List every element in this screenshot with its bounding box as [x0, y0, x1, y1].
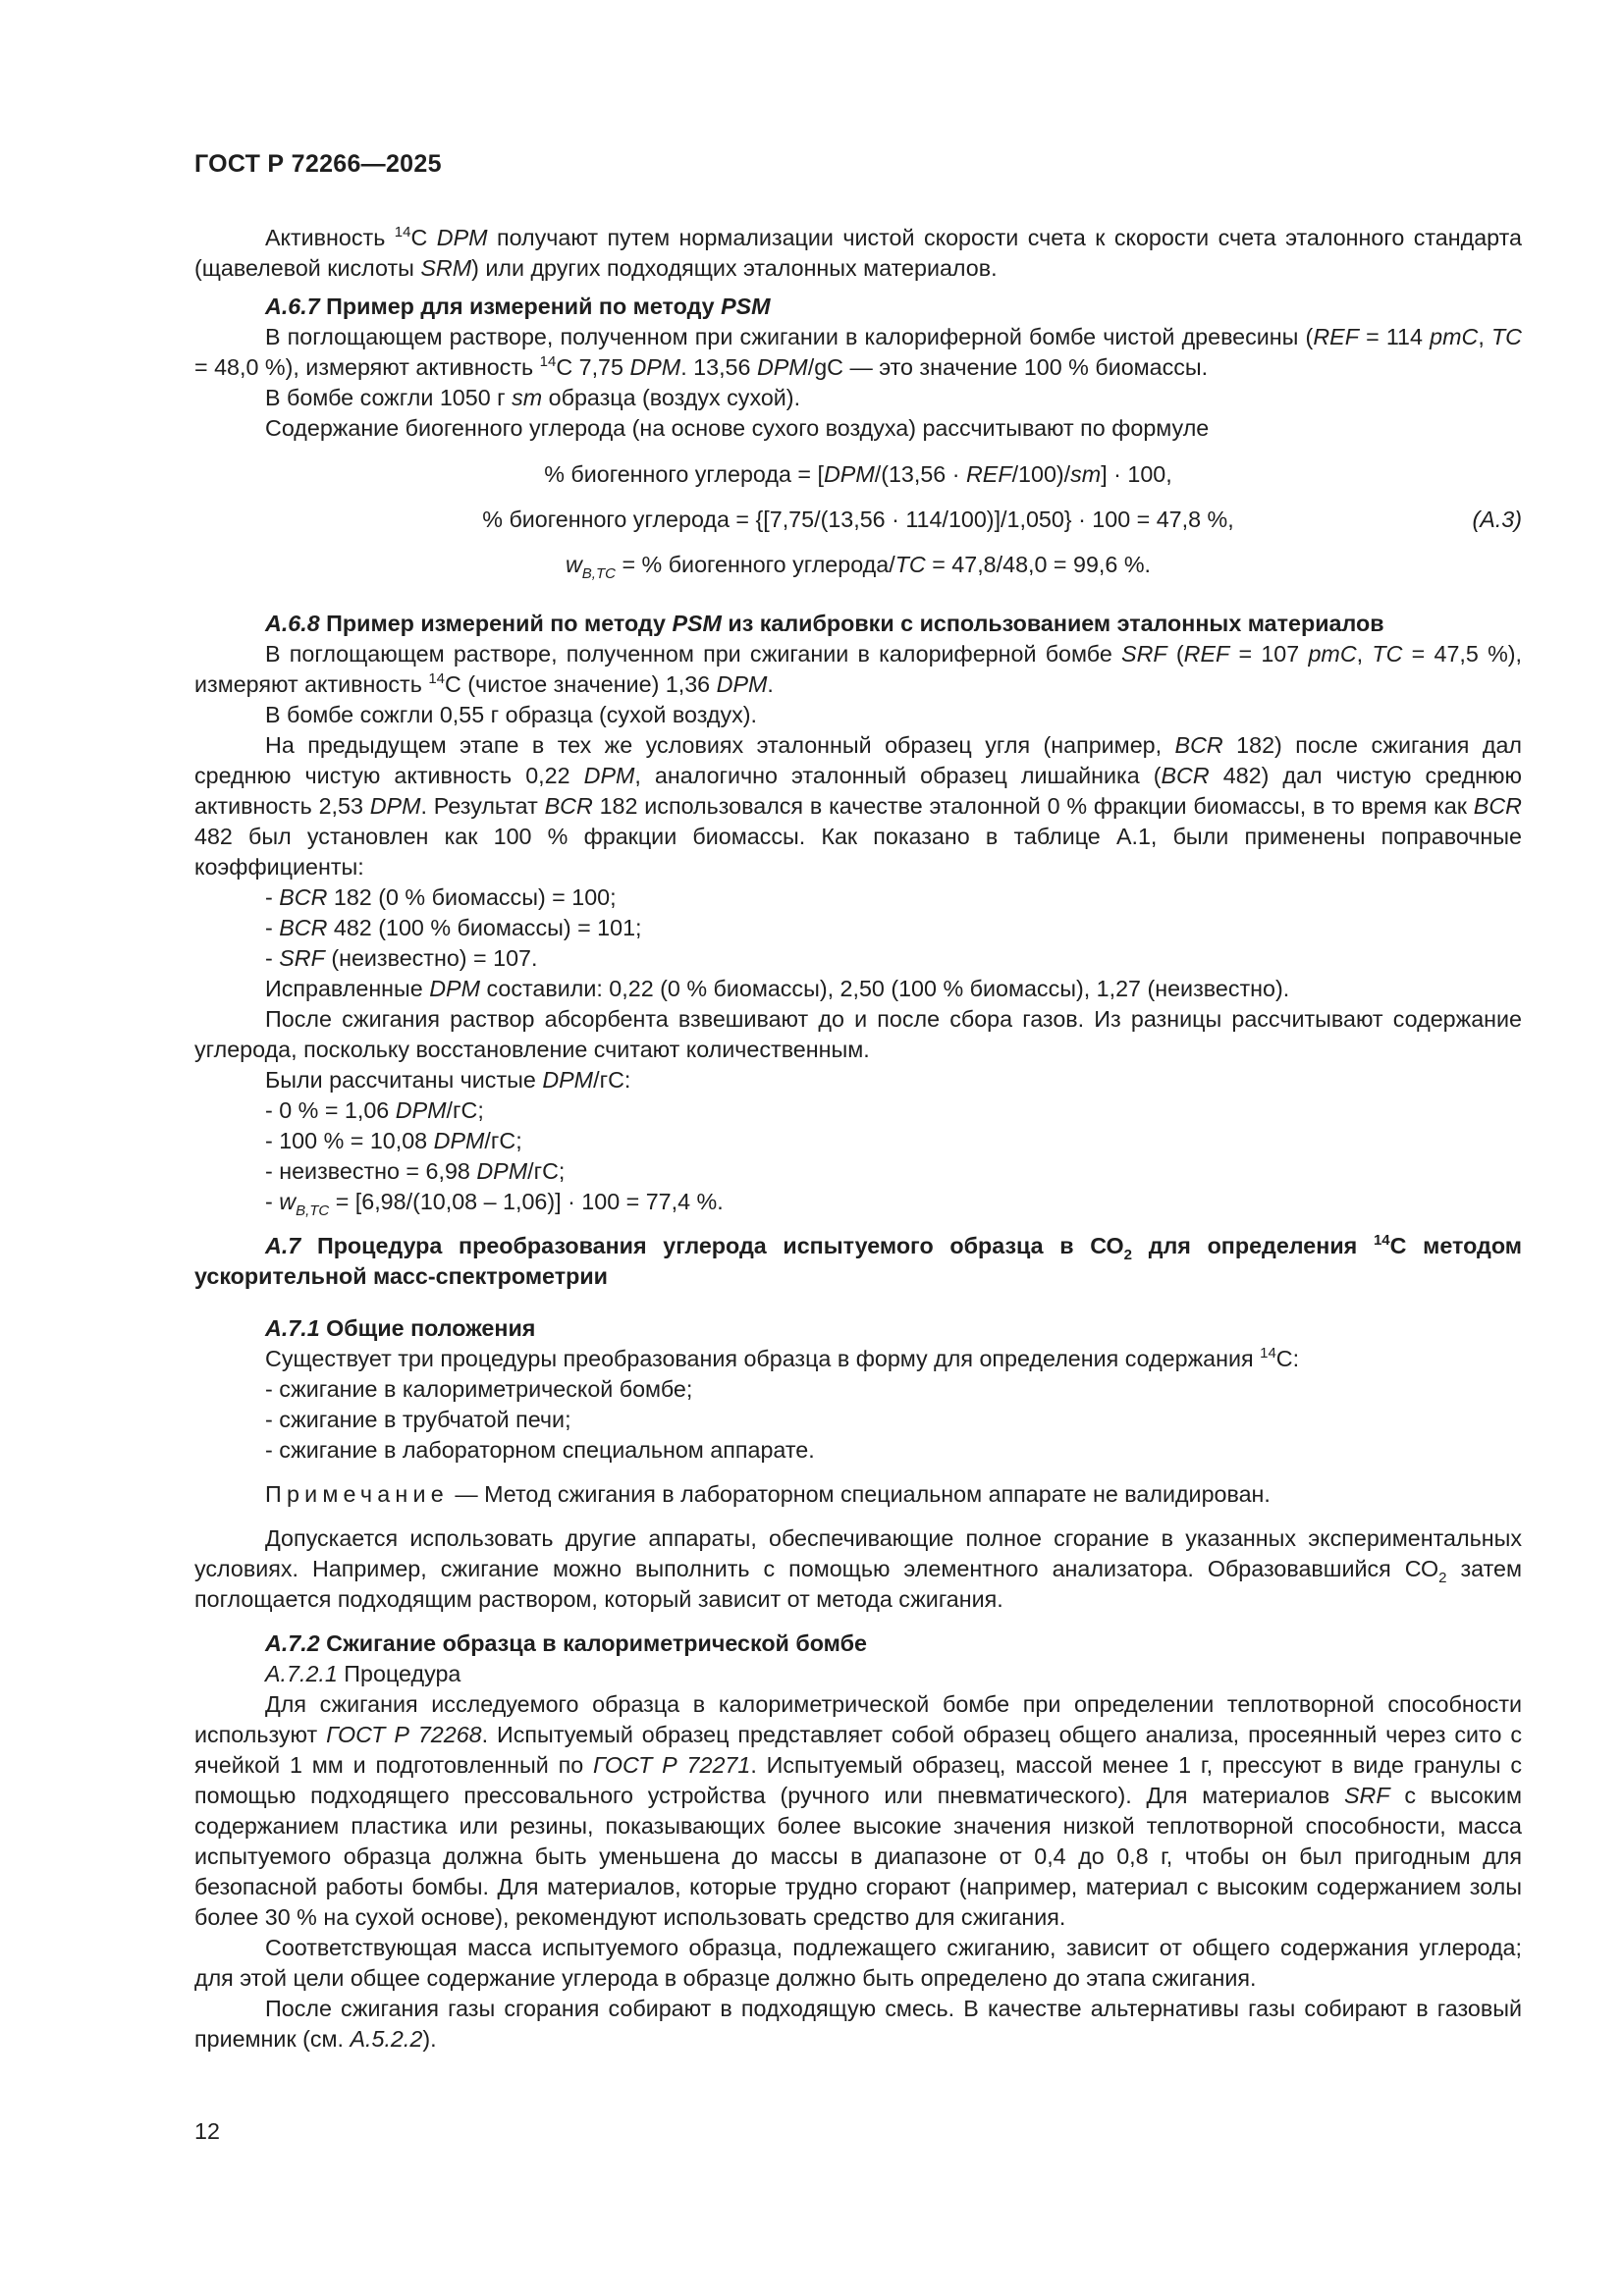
list-item: - BCR 482 (100 % биомассы) = 101;: [265, 915, 642, 940]
page-body: [194, 223, 1522, 2055]
subsection-heading-a721: А.7.2.1 Процедура: [265, 1661, 461, 1686]
list-item: - сжигание в калориметрической бомбе;: [265, 1376, 693, 1402]
paragraph: Активность $^{14}$С DPM получают путем нормализации чистой скорости счета к скорости счета эталонного стандарта (щавелевой кислоты SRM) или других подходящих эталонных материалов.: [194, 224, 1522, 281]
list-item: - неизвестно = 6,98 DPM/гС;: [265, 1158, 566, 1184]
list-item: - SRF (неизвестно) = 107.: [265, 945, 538, 971]
paragraph: После сжигания раствор абсорбента взвешивают до и после сбора газов. Из разницы рассчитывают содержание углерода, поскольку восстановление считают количественным.: [194, 1006, 1522, 1062]
section-heading-a67: А.6.7 Пример для измерений по методу PSM: [265, 294, 771, 319]
list-item: - $w_{B,TC} = [6,98/(10,08 - 1,06)] \cdot 100 = 77,4$ %.: [265, 1189, 724, 1219]
section-heading-a72: А.7.2 Сжигание образца в калориметрической бомбе: [265, 1630, 867, 1656]
section-heading-a71: А.7.1 Общие положения: [265, 1315, 536, 1341]
paragraph: Были рассчитаны чистые DPM/гС:: [265, 1067, 631, 1093]
formula-2: % биогенного углерода = {[7,75/(13,56 · 114/100)]/1,050} · 100 = 47,8 %, (А.3): [194, 497, 1522, 542]
paragraph: В поглощающем растворе, полученном при сжигании в калориферной бомбе SRF (REF = 107 pmC, TC = 47,5 %), измеряют активность $^{14}$С (чистое значение) 1,36 DPM.: [194, 641, 1523, 697]
formula-3: $w_{B,TC}$ = % биогенного углерода/TC = 47,8/48,0 = 99,6 %.: [565, 552, 1152, 582]
paragraph: Соответствующая масса испытуемого образца, подлежащего сжиганию, зависит от общего содержания углерода; для этой цели общее содержание углерода в образце должно быть определено до этапа сжигания.: [194, 1935, 1522, 1991]
section-heading-a7: А.7 Процедура преобразования углерода испытуемого образца в $СО_2$ для определения $^{14}$С методом ускорительной масс-спектрометрии: [194, 1232, 1522, 1289]
paragraph: Исправленные DPM составили: 0,22 (0 % биомассы), 2,50 (100 % биомассы), 1,27 (неизвестно).: [265, 976, 1290, 1001]
paragraph: Существует три процедуры преобразования образца в форму для определения содержания $^{14}$С:: [265, 1345, 1300, 1371]
list-item: - 100 % = 10,08 DPM/гС;: [265, 1128, 522, 1153]
paragraph: На предыдущем этапе в тех же условиях эталонный образец угля (например, BCR 182) после сжигания дал среднюю чистую активность 0,22 DPM, аналогично эталонный образец лишайника (BCR 482) дал чистую среднюю активность 2,53 DPM. Результат BCR 182 использовался в качестве эталонной 0 % фракции биомассы, в то время как BCR 482 был установлен как 100 % фракции биомассы. Как показано в таблице А.1, были применены поправочные коэффициенты:: [194, 732, 1522, 880]
paragraph: После сжигания газы сгорания собирают в подходящую смесь. В качестве альтернативы газы собирают в газовый приемник (см. А.5.2.2).: [194, 1996, 1522, 2052]
document-header: ГОСТ Р 72266—2025: [194, 150, 442, 178]
list-item: - сжигание в трубчатой печи;: [265, 1407, 571, 1432]
note: [194, 1479, 1522, 1510]
page-number: 12: [194, 2118, 220, 2144]
paragraph: Допускается использовать другие аппараты, обеспечивающие полное сгорание в указанных экспериментальных условиях. Например, сжигание можно выполнить с помощью элементного анализатора. Образовавшийся $СО_2$ затем поглощается подходящим раствором, который зависит от метода сжигания.: [194, 1525, 1523, 1612]
formula-number: (А.3): [1472, 507, 1522, 532]
note-text: — Метод сжигания в лабораторном специальном аппарате не валидирован.: [455, 1481, 1271, 1507]
section-heading-a68: А.6.8 Пример измерений по методу PSM из калибровки с использованием эталонных материалов: [265, 611, 1384, 636]
paragraph: В бомбе сожгли 0,55 г образца (сухой воздух).: [265, 702, 758, 727]
paragraph: Содержание биогенного углерода (на основе сухого воздуха) рассчитывают по формуле: [265, 415, 1210, 441]
paragraph: Для сжигания исследуемого образца в калориметрической бомбе при определении теплотворной способности используют ГОСТ Р 72268. Испытуемый образец представляет собой образец общего анализа, просеянный через сито с ячейкой 1 мм и подготовленный по ГОСТ Р 72271. Испытуемый образец, массой менее 1 г, прессуют в виде гранулы с помощью подходящего прессовального устройства (ручного или пневматического). Для материалов SRF с высоким содержанием пластика или резины, показывающих более высокие значения низкой теплотворной способности, масса испытуемого образца должна быть уменьшена до массы в диапазоне от 0,4 до 0,8 г, чтобы он был пригодным для безопасной работы бомбы. Для материалов, которые трудно сгорают (например, материал с высоким содержанием золы более 30 % на сухой основе), рекомендуют использовать средство для сжигания.: [194, 1691, 1523, 1930]
formula-1: % биогенного углерода = [DPM/(13,56 · REF/100)/sm] · 100,: [544, 461, 1172, 487]
paragraph: В бомбе сожгли 1050 г sm образца (воздух сухой).: [265, 385, 801, 410]
list-item: - BCR 182 (0 % биомассы) = 100;: [265, 884, 617, 910]
paragraph: В поглощающем растворе, полученном при сжигании в калориферной бомбе чистой древесины (REF = 114 pmC, TC = 48,0 %), измеряют активность $^{14}$С 7,75 DPM. 13,56 DPM/gC — это значение 100 % биомассы.: [194, 324, 1522, 380]
list-item: - 0 % = 1,06 DPM/гС;: [265, 1097, 484, 1123]
note-label: Примечание: [265, 1481, 449, 1507]
list-item: - сжигание в лабораторном специальном аппарате.: [265, 1437, 815, 1463]
